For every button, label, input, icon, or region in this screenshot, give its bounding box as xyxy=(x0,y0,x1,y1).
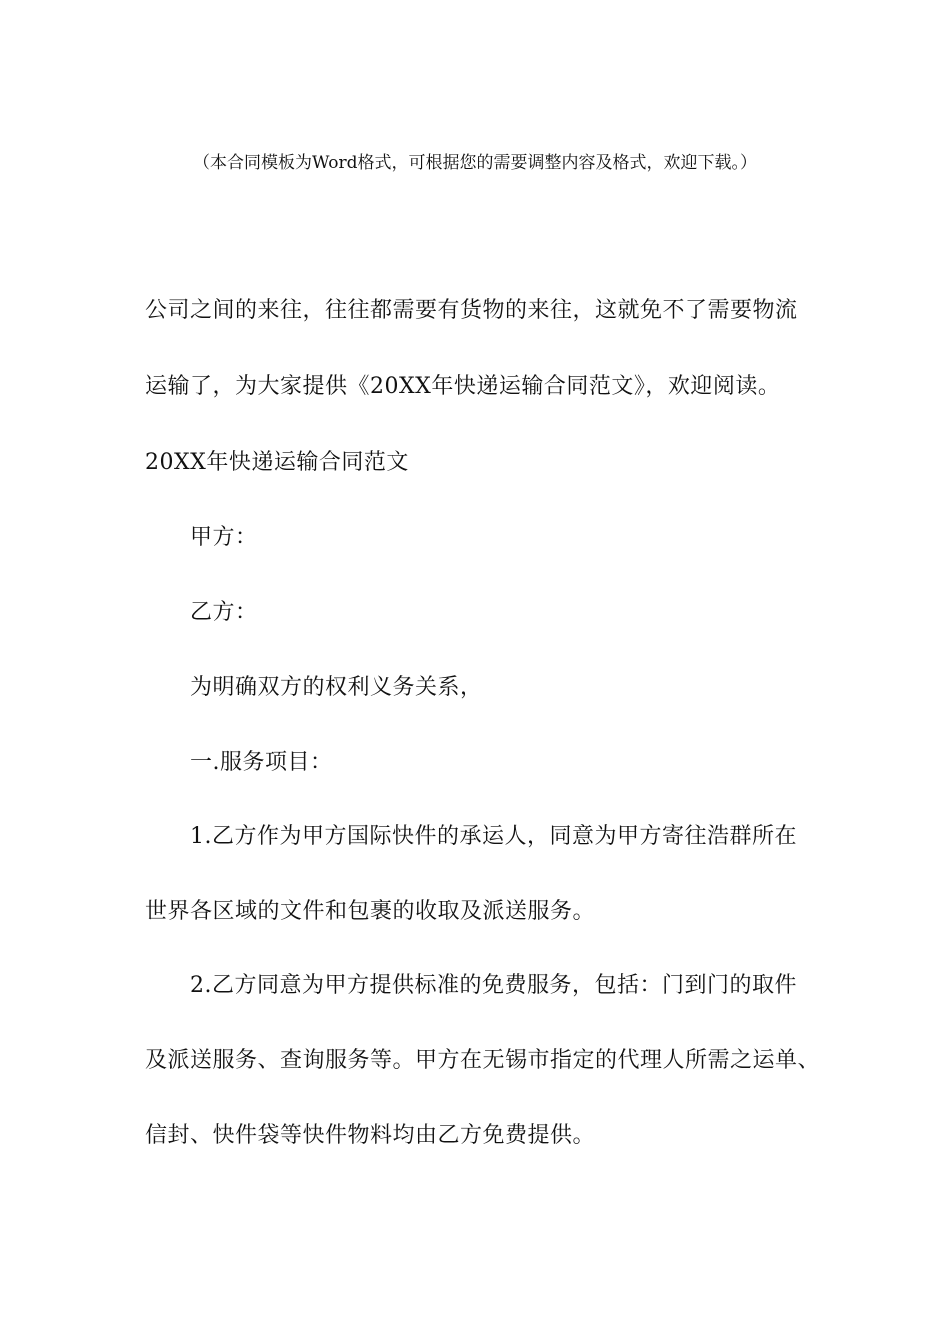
party-a-label: 甲方： xyxy=(190,525,258,550)
item-1-line-2: 世界各区域的文件和包裹的收取及派送服务。 xyxy=(145,899,596,924)
section-heading-services: 一.服务项目： xyxy=(190,750,333,775)
template-note: （本合同模板为Word格式，可根据您的需要调整内容及格式，欢迎下载。） xyxy=(192,153,758,173)
intro-line-1: 公司之间的来往，往往都需要有货物的来往，这就免不了需要物流 xyxy=(145,298,798,323)
document-title: 20XX年快递运输合同范文 xyxy=(145,450,409,475)
purpose-paragraph: 为明确双方的权利义务关系， xyxy=(190,675,483,700)
item-1-line-1: 1.乙方作为甲方国际快件的承运人，同意为甲方寄往浩群所在 xyxy=(190,824,797,849)
item-2-line-1: 2.乙方同意为甲方提供标准的免费服务，包括：门到门的取件 xyxy=(190,973,797,998)
item-2-line-2: 及派送服务、查询服务等。甲方在无锡市指定的代理人所需之运单、 xyxy=(145,1048,821,1073)
intro-line-2: 运输了，为大家提供《20XX年快递运输合同范文》，欢迎阅读。 xyxy=(145,374,781,399)
party-b-label: 乙方： xyxy=(190,600,258,625)
item-2-line-3: 信封、快件袋等快件物料均由乙方免费提供。 xyxy=(145,1123,596,1148)
